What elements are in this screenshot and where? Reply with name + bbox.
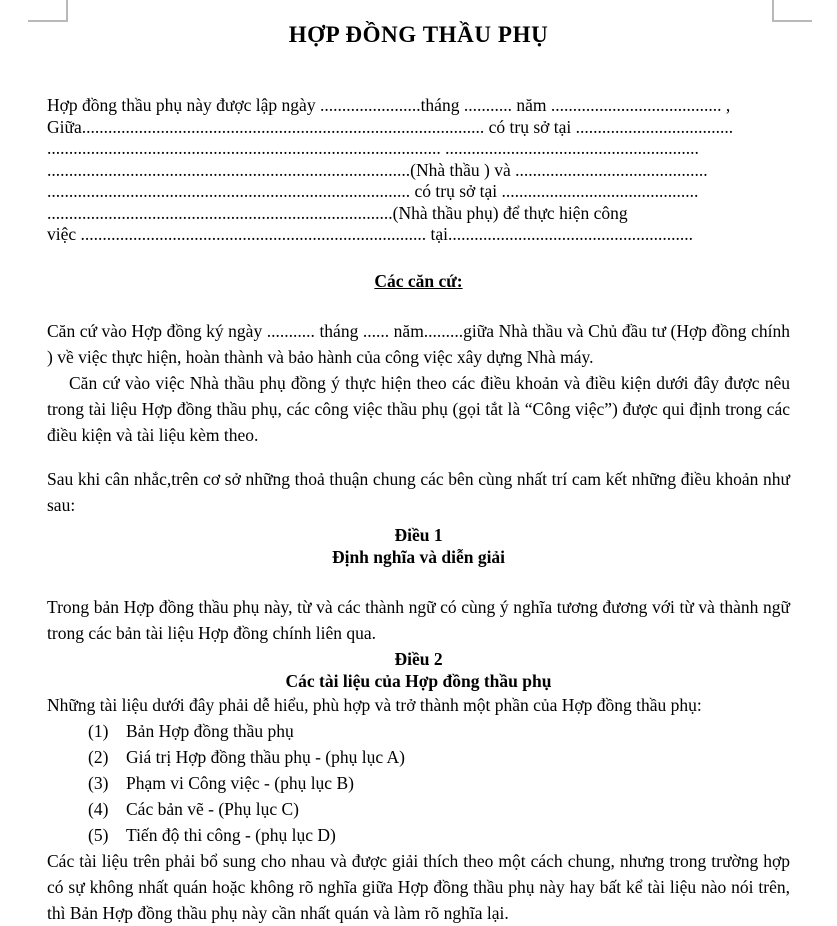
list-item-label: Các bản vẽ - (Phụ lục C) <box>126 798 300 819</box>
article-2-section <box>47 648 790 926</box>
bases-paragraph-3: Sau khi cân nhắc,trên cơ sở những thoả thuận chung các bên cùng nhất trí cam kết những điều khoản như sau: <box>47 468 790 515</box>
preamble-line-2: Giữa............................................................................................ có trụ sở tại .................................... <box>47 116 734 137</box>
preamble-line-7: việc ............................................................................... tại........................................................ <box>47 224 694 245</box>
article-1-body: Trong bản Hợp đồng thầu phụ này, từ và các thành ngữ có cùng ý nghĩa tương đương với từ và thành ngữ trong các bản tài liệu Hợp đồng chính liên qua. <box>47 596 790 643</box>
preamble-line-1: Hợp đồng thầu phụ này được lập ngày .......................tháng ........... năm ....................................... , <box>47 95 731 116</box>
list-item-number: (5) <box>88 824 109 845</box>
list-item-number: (3) <box>88 772 109 793</box>
spacer <box>47 568 790 594</box>
preamble-block <box>47 95 790 246</box>
list-item-label: Bản Hợp đồng thầu phụ <box>126 720 294 741</box>
article-1-title: Định nghĩa và diễn giải <box>331 546 506 567</box>
list-item <box>47 718 790 744</box>
preamble-line-3: .......................................................................................... .......................................................... <box>47 138 699 159</box>
document-body <box>47 0 790 926</box>
list-item-number: (4) <box>88 798 109 819</box>
article-2-title: Các tài liệu của Hợp đồng thầu phụ <box>285 670 552 691</box>
article-2-document-list <box>47 718 790 848</box>
article-2-number: Điều 2 <box>394 648 443 669</box>
list-item-number: (1) <box>88 720 109 741</box>
bases-paragraph-1: Căn cứ vào Hợp đồng ký ngày ........... tháng ...... năm.........giữa Nhà thầu và Chủ đầu tư (Hợp đồng chính ) về việc thực hiện, hoàn thành và bảo hành của công việc xây dựng Nhà máy. <box>47 320 790 367</box>
article-2-intro: Những tài liệu dưới đây phải dễ hiểu, phù hợp và trở thành một phần của Hợp đồng thầu phụ: <box>47 694 702 715</box>
preamble-line-4: ...................................................................................(Nhà thầu ) và ............................................ <box>47 159 708 180</box>
bases-heading: Các căn cứ: <box>374 270 463 291</box>
article-1-section <box>47 524 790 646</box>
page-title: HỢP ĐỒNG THẦU PHỤ <box>288 22 549 47</box>
preamble-line-5: ................................................................................... có trụ sở tại ............................................. <box>47 181 699 202</box>
list-item <box>47 770 790 796</box>
list-item <box>47 744 790 770</box>
preamble-line-6: ...............................................................................(Nhà thầu phụ) để thực hiện công <box>47 202 628 223</box>
list-item-label: Phạm vi Công việc - (phụ lục B) <box>126 772 354 793</box>
article-1-number: Điều 1 <box>394 524 443 545</box>
bases-paragraph-2: Căn cứ vào việc Nhà thầu phụ đồng ý thực hiện theo các điều khoản và điều kiện dưới đây được nêu trong tài liệu Hợp đồng thầu phụ, các công việc thầu phụ (gọi tắt là “Công việc”) được qui định trong các điều kiện và tài liệu kèm theo. <box>47 372 790 445</box>
list-item <box>47 822 790 848</box>
article-2-closing: Các tài liệu trên phải bổ sung cho nhau và được giải thích theo một cách chung, nhưng trong trường hợp có sự không nhất quán hoặc không rõ nghĩa giữa Hợp đồng thầu phụ này hay bất kể tài liệu nào nói trên, thì Bản Hợp đồng thầu phụ này cần nhất quán và làm rõ nghĩa lại. <box>47 850 790 923</box>
list-item-label: Giá trị Hợp đồng thầu phụ - (phụ lục A) <box>126 746 406 767</box>
spacer <box>47 448 790 466</box>
bases-section <box>47 270 790 518</box>
spacer <box>47 292 790 318</box>
list-item-number: (2) <box>88 746 109 767</box>
list-item-label: Tiến độ thi công - (phụ lục D) <box>126 824 336 845</box>
